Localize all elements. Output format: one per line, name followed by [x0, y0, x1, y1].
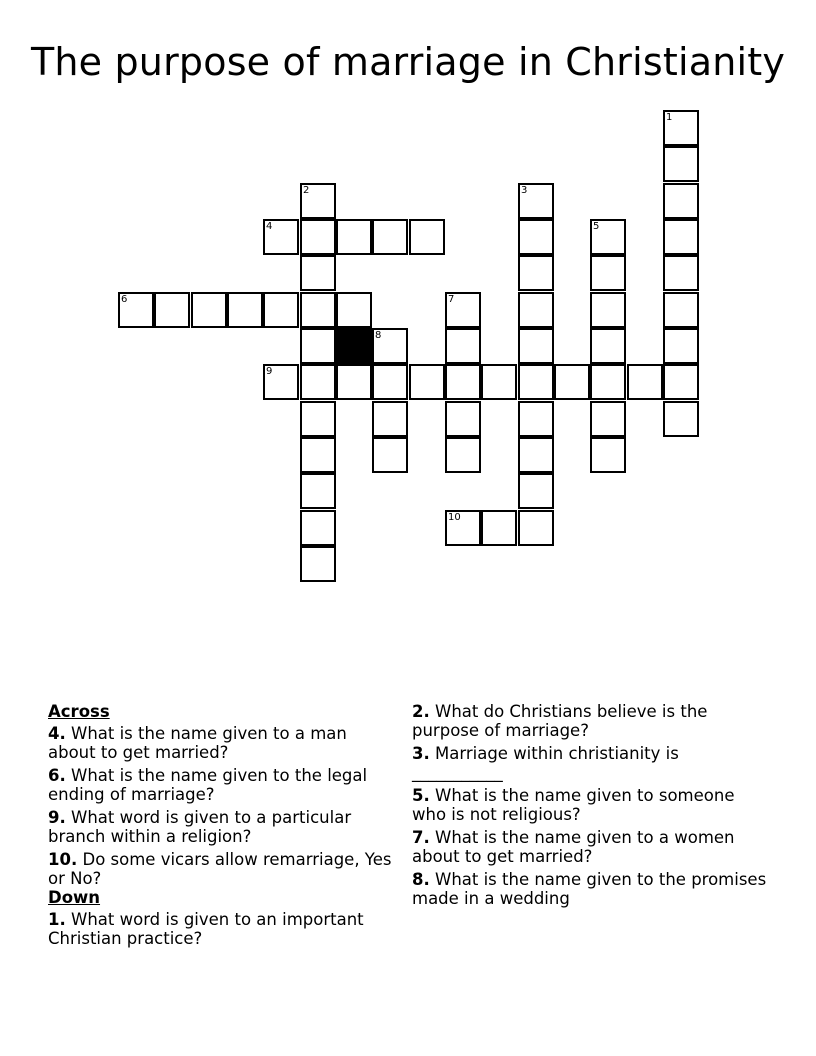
down-heading: Down	[48, 888, 101, 907]
crossword-cell[interactable]	[300, 255, 336, 291]
clue-text: What is the name given to someone who is not religious?	[412, 786, 735, 824]
crossword-cell[interactable]	[372, 219, 408, 255]
clue-down-5	[412, 786, 772, 824]
cell-number: 4	[266, 221, 273, 232]
clue-down-2	[412, 702, 772, 740]
crossword-cell[interactable]	[663, 328, 699, 364]
crossword-cell[interactable]	[372, 328, 408, 364]
crossword-cell[interactable]	[263, 219, 299, 255]
cell-number: 7	[448, 294, 455, 305]
clue-text: What is the name given to the promises made in a wedding	[412, 870, 767, 908]
crossword-cell[interactable]	[518, 255, 554, 291]
crossword-cell[interactable]	[518, 219, 554, 255]
clue-text: What is the name given to the legal ending of marriage?	[48, 766, 368, 804]
crossword-cell[interactable]	[300, 328, 336, 364]
crossword-cell[interactable]	[191, 292, 227, 328]
cell-number: 2	[303, 185, 310, 196]
crossword-cell[interactable]	[336, 292, 372, 328]
crossword-cell[interactable]	[518, 183, 554, 219]
crossword-cell[interactable]	[663, 401, 699, 437]
clue-across-9	[48, 808, 393, 846]
clue-across-4	[48, 724, 393, 762]
crossword-cell[interactable]	[300, 546, 336, 582]
crossword-block	[336, 328, 372, 364]
crossword-cell[interactable]	[590, 328, 626, 364]
crossword-cell[interactable]	[481, 510, 517, 546]
crossword-cell[interactable]	[590, 364, 626, 400]
clue-text: What word is given to an important Christian practice?	[48, 910, 364, 948]
cell-number: 3	[521, 185, 528, 196]
crossword-cell[interactable]	[554, 364, 590, 400]
crossword-cell[interactable]	[263, 364, 299, 400]
crossword-cell[interactable]	[300, 473, 336, 509]
crossword-cell[interactable]	[518, 364, 554, 400]
crossword-cell[interactable]	[118, 292, 154, 328]
crossword-cell[interactable]	[518, 401, 554, 437]
crossword-cell[interactable]	[590, 401, 626, 437]
crossword-cell[interactable]	[445, 328, 481, 364]
clue-number: 6.	[48, 766, 66, 785]
crossword-cell[interactable]	[409, 219, 445, 255]
crossword-cell[interactable]	[372, 437, 408, 473]
clue-number: 9.	[48, 808, 66, 827]
clue-number: 3.	[412, 744, 430, 763]
cell-number: 1	[666, 112, 673, 123]
cell-number: 8	[375, 330, 382, 341]
cell-number: 10	[448, 512, 461, 523]
crossword-cell[interactable]	[300, 219, 336, 255]
across-heading: Across	[48, 702, 110, 721]
clue-text: Marriage within christianity is ___________	[412, 744, 679, 782]
crossword-cell[interactable]	[336, 364, 372, 400]
crossword-cell[interactable]	[663, 146, 699, 182]
clues-left-column	[48, 702, 393, 952]
clues-right-column	[412, 702, 772, 912]
crossword-cell[interactable]	[663, 110, 699, 146]
clue-text: What do Christians believe is the purpose of marriage?	[412, 702, 708, 740]
crossword-cell[interactable]	[518, 437, 554, 473]
clue-text: What is the name given to a man about to get married?	[48, 724, 347, 762]
crossword-cell[interactable]	[445, 401, 481, 437]
crossword-cell[interactable]	[372, 401, 408, 437]
crossword-cell[interactable]	[300, 510, 336, 546]
clue-text: What word is given to a particular branch within a religion?	[48, 808, 352, 846]
crossword-cell[interactable]	[300, 401, 336, 437]
crossword-cell[interactable]	[518, 292, 554, 328]
crossword-cell[interactable]	[518, 473, 554, 509]
crossword-cell[interactable]	[300, 183, 336, 219]
cell-number: 6	[121, 294, 128, 305]
clue-down-1	[48, 910, 393, 948]
crossword-cell[interactable]	[590, 292, 626, 328]
cell-number: 9	[266, 366, 273, 377]
clue-number: 2.	[412, 702, 430, 721]
clue-text: Do some vicars allow remarriage, Yes or No?	[48, 850, 392, 888]
crossword-cell[interactable]	[590, 437, 626, 473]
crossword-cell[interactable]	[372, 364, 408, 400]
clue-down-8	[412, 870, 772, 908]
crossword-cell[interactable]	[263, 292, 299, 328]
clue-down-3	[412, 744, 772, 782]
crossword-cell[interactable]	[627, 364, 663, 400]
clue-number: 8.	[412, 870, 430, 889]
clue-number: 7.	[412, 828, 430, 847]
clue-across-10	[48, 850, 393, 888]
clue-number: 10.	[48, 850, 78, 869]
crossword-cell[interactable]	[663, 183, 699, 219]
crossword-cell[interactable]	[227, 292, 263, 328]
clue-across-6	[48, 766, 393, 804]
crossword-cell[interactable]	[300, 437, 336, 473]
crossword-cell[interactable]	[663, 255, 699, 291]
crossword-cell[interactable]	[590, 255, 626, 291]
crossword-cell[interactable]	[445, 292, 481, 328]
crossword-cell[interactable]	[518, 510, 554, 546]
cell-number: 5	[593, 221, 600, 232]
crossword-cell[interactable]	[154, 292, 190, 328]
crossword-cell[interactable]	[518, 328, 554, 364]
crossword-cell[interactable]	[445, 364, 481, 400]
crossword-cell[interactable]	[590, 219, 626, 255]
crossword-cell[interactable]	[481, 364, 517, 400]
clue-number: 1.	[48, 910, 66, 929]
crossword-cell[interactable]	[409, 364, 445, 400]
crossword-cell[interactable]	[336, 219, 372, 255]
crossword-cell[interactable]	[663, 219, 699, 255]
page-title: The purpose of marriage in Christianity	[30, 40, 786, 84]
crossword-cell[interactable]	[663, 292, 699, 328]
clue-number: 5.	[412, 786, 430, 805]
crossword-cell[interactable]	[300, 292, 336, 328]
clue-down-7	[412, 828, 772, 866]
crossword-cell[interactable]	[445, 510, 481, 546]
crossword-cell[interactable]	[300, 364, 336, 400]
crossword-cell[interactable]	[445, 437, 481, 473]
crossword-cell[interactable]	[663, 364, 699, 400]
clue-number: 4.	[48, 724, 66, 743]
clue-text: What is the name given to a women about to get married?	[412, 828, 735, 866]
